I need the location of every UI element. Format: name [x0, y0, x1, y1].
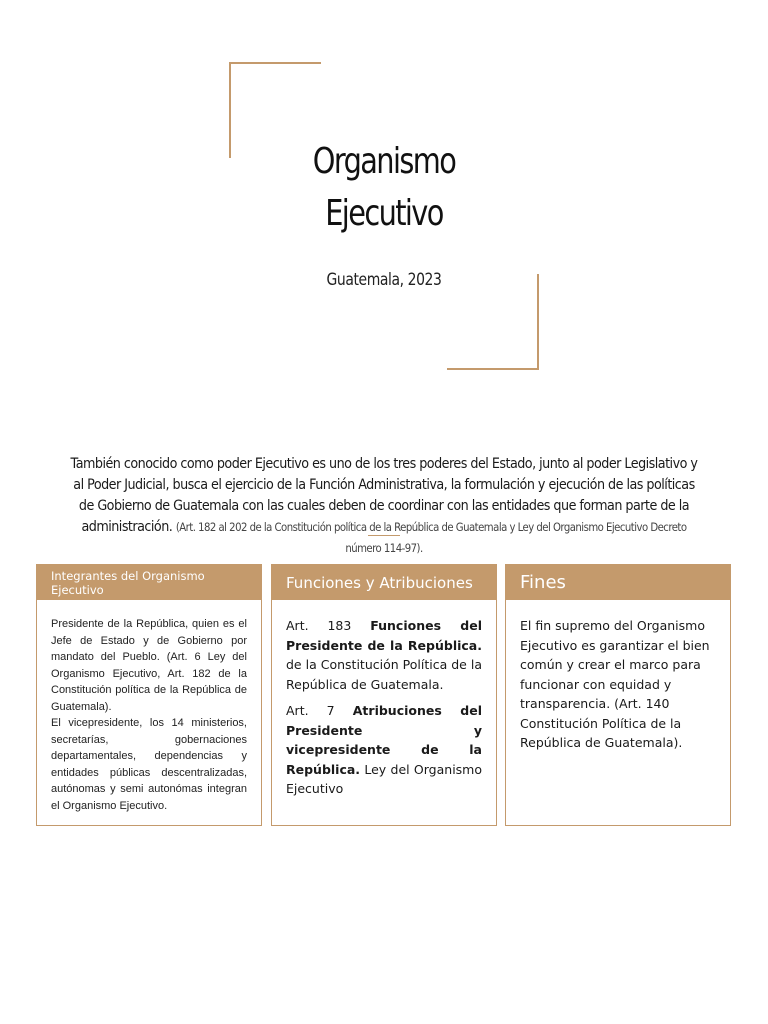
title-line-2: Ejecutivo: [325, 193, 443, 234]
item-2-bold: Atribuciones del Presidente y vicepresidente de la República.: [286, 703, 482, 777]
card-integrantes-paragraph-1: Presidente de la República, quien es el Jefe de Estado y de Gobierno por mandato del Pueblo. (Art. 6 Ley del Organismo Ejecutivo, Art. 182 de la Constitución política de la República de Guatemala).: [51, 618, 247, 713]
card-integrantes-body: [37, 600, 261, 814]
page-title: [264, 136, 504, 240]
item-1-suffix: de la Constitución Política de la República de Guatemala.: [286, 657, 482, 692]
intro-reference: (Art. 182 al 202 de la Constitución política de la República de Guatemala y Ley del Organismo Ejecutivo Decreto número 114-97).: [175, 520, 687, 555]
item-1-bold: Funciones del Presidente de la República.: [286, 618, 483, 653]
card-fines-heading: Fines: [506, 565, 730, 600]
item-2-suffix: Ley del Organismo Ejecutivo: [286, 761, 482, 796]
card-fines-body: [506, 600, 730, 753]
intro-paragraph: [24, 454, 744, 559]
card-funciones-body: [272, 600, 496, 799]
card-integrantes-paragraph-2: El vicepresidente, los 14 ministerios, secretarías, gobernaciones departamentales, dependencias y entidades públicas descentralizadas, autónomas y semi autonómas integran el Organismo Ejecutivo.: [51, 717, 247, 812]
decorative-underline: [368, 535, 400, 536]
card-funciones-heading: Funciones y Atribuciones: [272, 565, 496, 600]
card-fines: [505, 564, 731, 826]
card-integrantes-heading: Integrantes del Organismo Ejecutivo: [37, 565, 261, 600]
intro-text: También conocido como poder Ejecutivo es uno de los tres poderes del Estado, junto al poder Legislativo y al Poder Judicial, busca el ejercicio de la Función Administrativa, la formulación y ejecución de las políticas de Gobierno de Guatemala con las cuales deben de coordinar con las entidades que forman parte de la administración.: [70, 456, 698, 535]
card-funciones: [271, 564, 497, 826]
card-funciones-item-2: [286, 701, 482, 799]
title-line-1: Organismo: [312, 141, 456, 182]
item-1-prefix: Art. 183: [286, 618, 371, 633]
card-fines-text: El fin supremo del Organismo Ejecutivo es garantizar el bien común y crear el marco para funcionar con equidad y transparencia. (Art. 140 Constitución Política de la República de Guatemala).: [520, 618, 710, 750]
item-2-prefix: Art. 7: [286, 703, 353, 718]
card-integrantes: [36, 564, 262, 826]
page-subtitle: Guatemala, 2023: [326, 270, 442, 290]
card-funciones-item-1: [286, 616, 482, 694]
